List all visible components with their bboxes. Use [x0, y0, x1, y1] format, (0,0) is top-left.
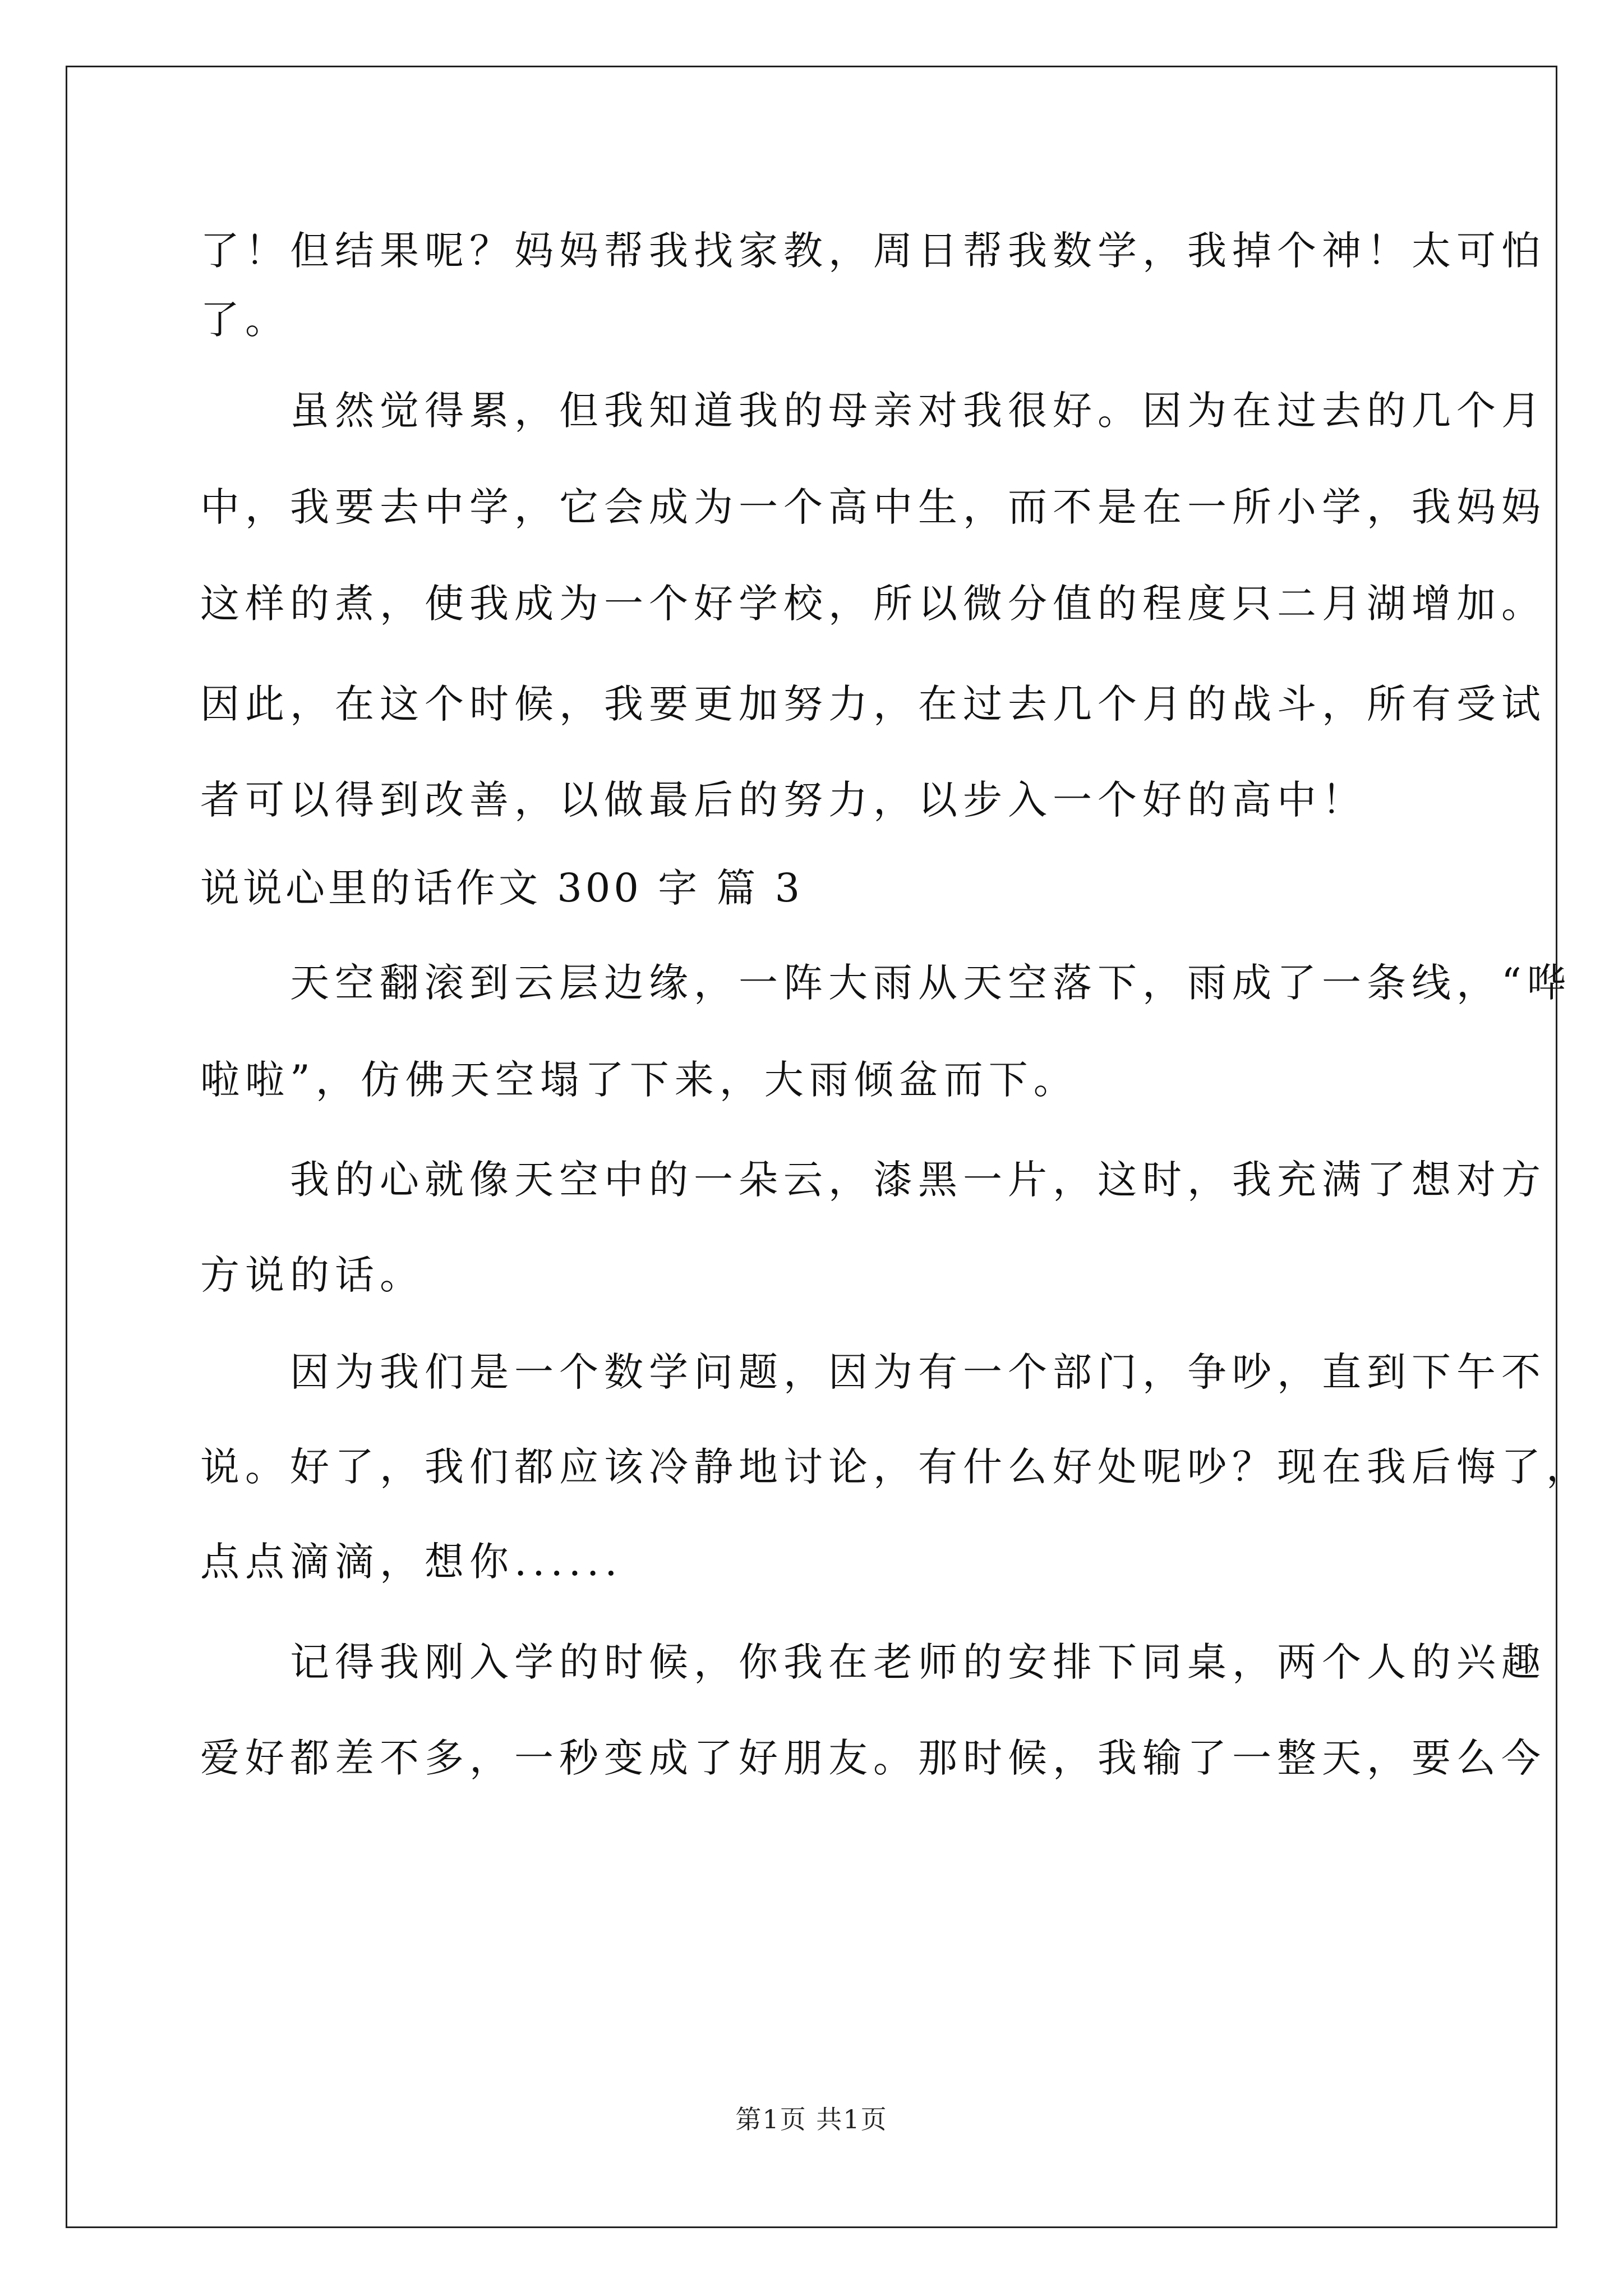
text-line: 因此，在这个时候，我要更加努力，在过去几个月的战斗，所有受试 — [200, 681, 1546, 727]
text-line: 者可以得到改善，以做最后的努力，以步入一个好的高中！ — [200, 777, 1367, 823]
text-line: 啦啦”，仿佛天空塌了下来，大雨倾盆而下。 — [200, 1057, 1078, 1103]
text-line: 了！但结果呢？妈妈帮我找家教，周日帮我数学，我掉个神！太可怕 — [200, 228, 1546, 274]
page-footer: 第1页 共1页 — [735, 2104, 888, 2134]
text-line: 因为我们是一个数学问题，因为有一个部门，争吵，直到下午不 — [200, 1349, 1546, 1395]
text-line: 中，我要去中学，它会成为一个高中生，而不是在一所小学，我妈妈 — [200, 484, 1546, 530]
text-line: 方说的话。 — [200, 1252, 425, 1298]
text-line: 点点滴滴，想你...... — [200, 1539, 623, 1585]
text-line: 天空翻滚到云层边缘，一阵大雨从天空落下，雨成了一条线，“哗 — [200, 960, 1572, 1006]
text-line: 记得我刚入学的时候，你我在老师的安排下同桌，两个人的兴趣 — [200, 1639, 1546, 1685]
text-line: 了。 — [200, 297, 290, 343]
text-line: 我的心就像天空中的一朵云，漆黑一片，这时，我充满了想对方 — [200, 1157, 1546, 1203]
text-line: 虽然觉得累，但我知道我的母亲对我很好。因为在过去的几个月 — [200, 388, 1546, 434]
text-line: 说。好了，我们都应该冷静地讨论，有什么好处呢吵？现在我后悔了， — [200, 1444, 1591, 1490]
text-line: 爱好都差不多，一秒变成了好朋友。那时候，我输了一整天，要么今 — [200, 1735, 1546, 1781]
text-line: 这样的煮，使我成为一个好学校，所以微分值的程度只二月湖增加。 — [200, 581, 1546, 627]
section-heading: 说说心里的话作文 300 字 篇 3 — [200, 865, 804, 911]
